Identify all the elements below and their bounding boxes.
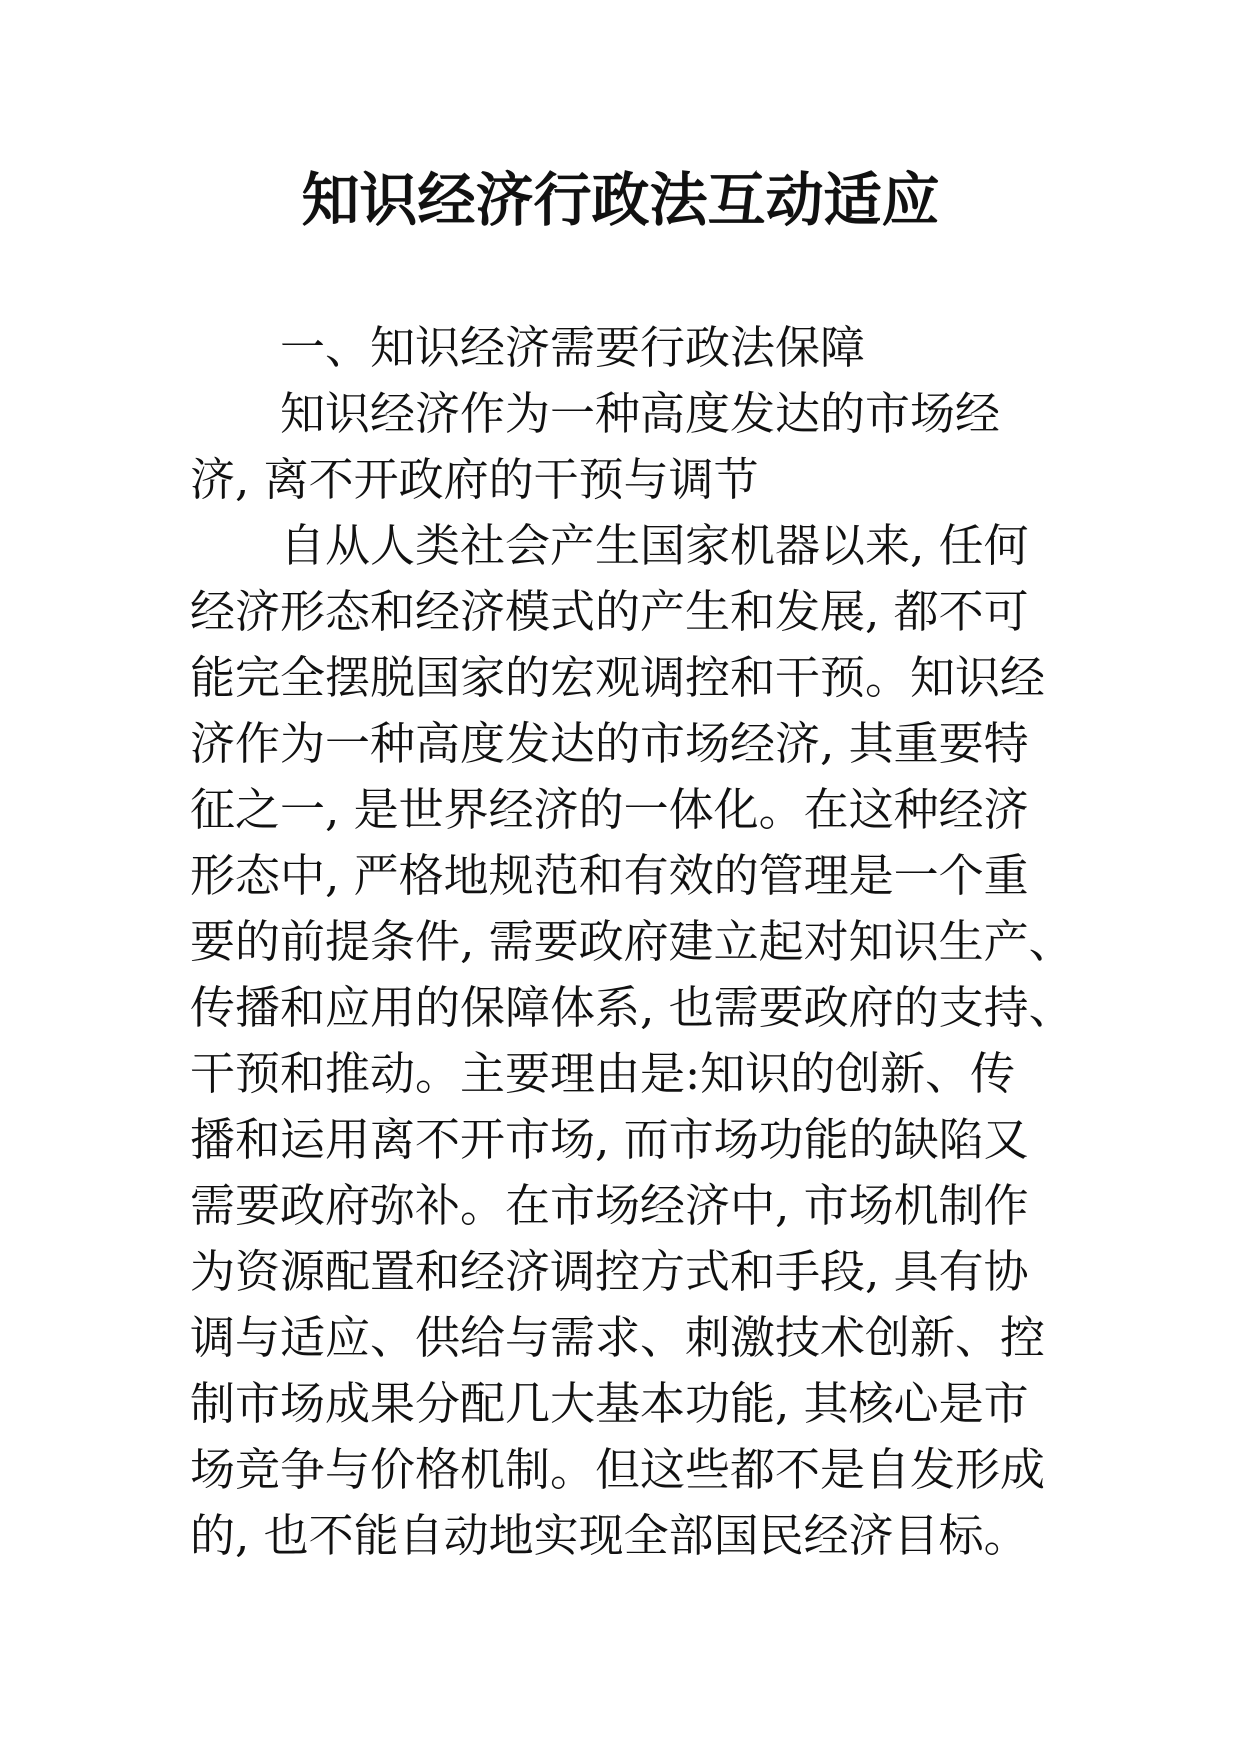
paragraph-line: 形态中, 严格地规范和有效的管理是一个重: [190, 849, 1029, 902]
paragraph-line: 能完全摆脱国家的宏观调控和干预。知识经: [190, 651, 1046, 704]
paragraph-line: 知识经济作为一种高度发达的市场经: [280, 387, 1001, 440]
paragraph-line: 制市场成果分配几大基本功能, 其核心是市: [190, 1377, 1029, 1430]
paragraph-line: 传播和应用的保障体系, 也需要政府的支持、: [190, 981, 1074, 1034]
document-body: [190, 315, 1090, 1569]
paragraph-line: 济, 离不开政府的干预与调节: [190, 453, 759, 506]
paragraph-line: 播和运用离不开市场, 而市场功能的缺陷又: [190, 1113, 1029, 1166]
paragraph-line: 场竞争与价格机制。但这些都不是自发形成: [190, 1443, 1046, 1496]
paragraph-line: 调与适应、供给与需求、刺激技术创新、控: [190, 1311, 1046, 1364]
document-title: 知识经济行政法互动适应: [301, 166, 940, 234]
paragraph-line: 要的前提条件, 需要政府建立起对知识生产、: [190, 915, 1074, 968]
paragraph-line: 征之一, 是世界经济的一体化。在这种经济: [190, 783, 1029, 836]
paragraph-line: 为资源配置和经济调控方式和手段, 具有协: [190, 1245, 1029, 1298]
section-heading: 一、知识经济需要行政法保障: [280, 321, 866, 374]
paragraph-line: 干预和推动。主要理由是:知识的创新、传: [190, 1047, 1016, 1100]
paragraph-line: 经济形态和经济模式的产生和发展, 都不可: [190, 585, 1029, 638]
paragraph-line: 自从人类社会产生国家机器以来, 任何: [280, 519, 1029, 572]
paragraph-line: 的, 也不能自动地实现全部国民经济目标。: [190, 1509, 1029, 1562]
paragraph-line: 需要政府弥补。在市场经济中, 市场机制作: [190, 1179, 1029, 1232]
paragraph-line: 济作为一种高度发达的市场经济, 其重要特: [190, 717, 1029, 770]
